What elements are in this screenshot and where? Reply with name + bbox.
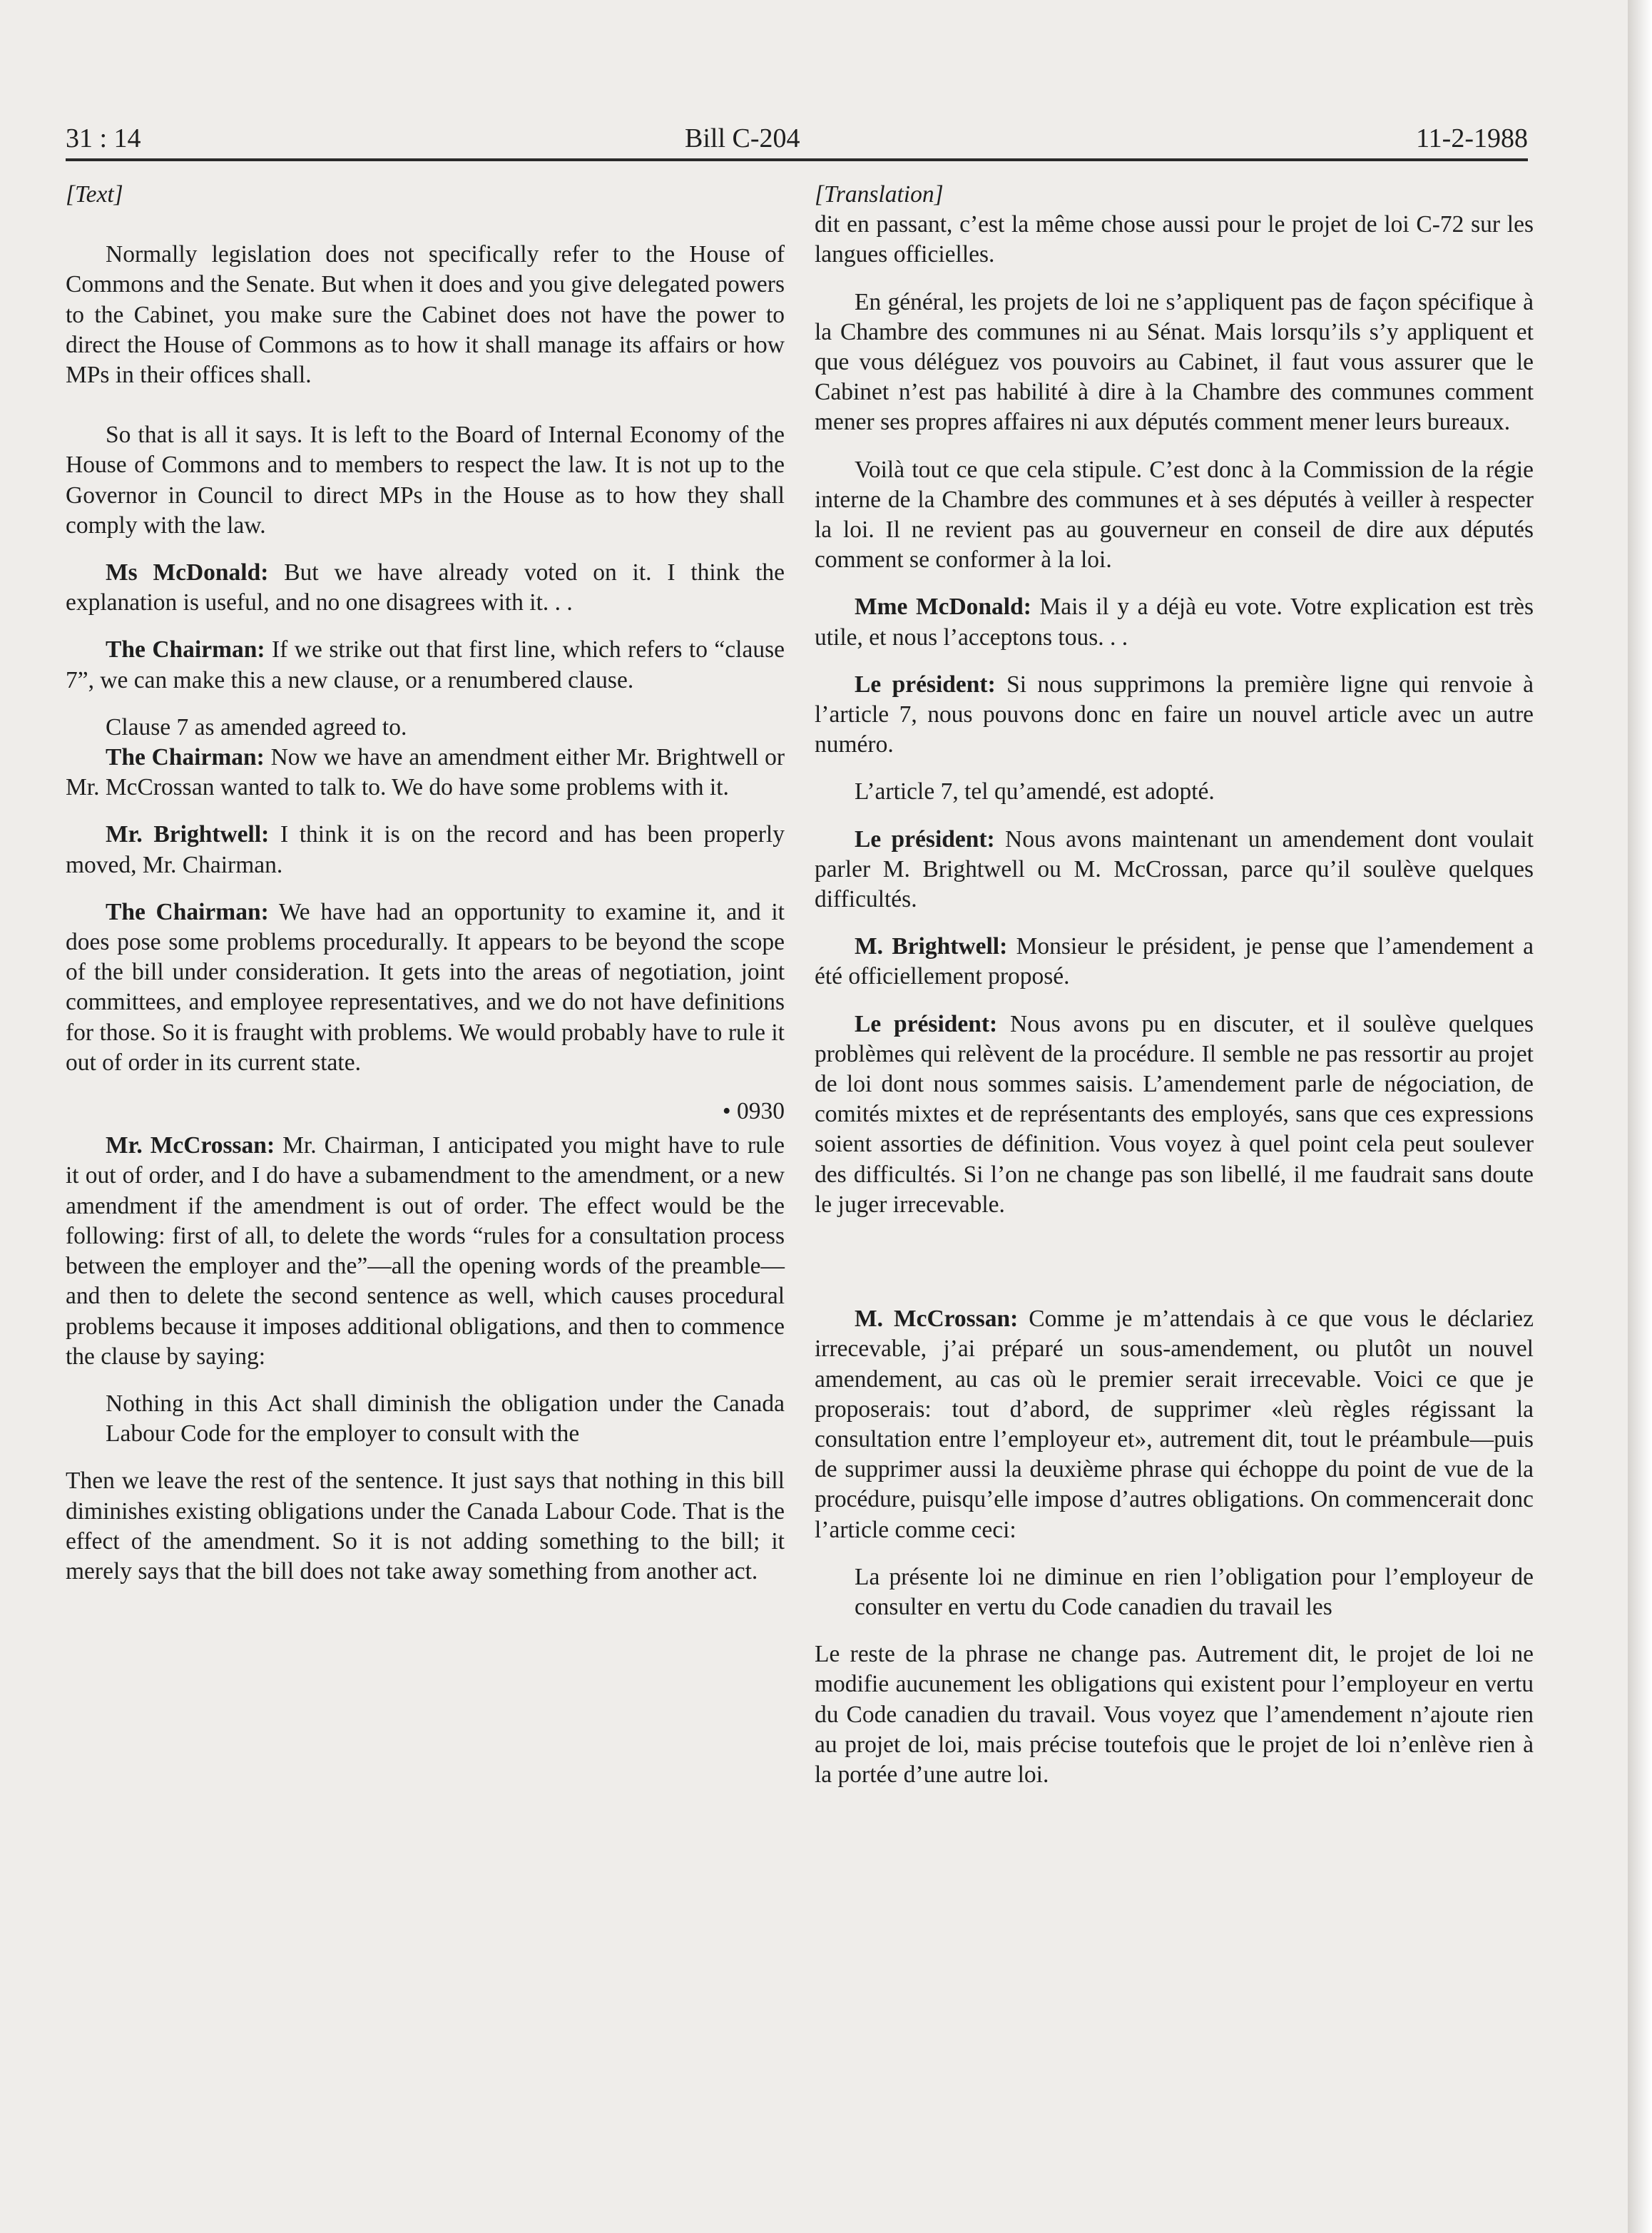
- speech-text: We have had an opportunity to examine it, and it does pose some problems procedurally. It appears to be beyond the scope of the bill under consideration. It gets into the areas of negotiation, joint committees, and employee representatives, and we do not have definitions for those. So it is fraught with problems. We would probably have to rule it out of order in its current state.: [66, 898, 785, 1076]
- speaker-name: The Chairman:: [106, 898, 269, 925]
- timestamp: • 0930: [722, 1098, 785, 1125]
- page-number: 31 : 14: [66, 123, 141, 153]
- speaker-name: Ms McDonald:: [106, 559, 269, 586]
- page-edge-shadow: [1628, 0, 1652, 2233]
- speech-paragraph: [815, 1304, 1534, 1545]
- speaker-name: The Chairman:: [106, 636, 265, 663]
- speech-text: I think it is on the record and has been properly moved, Mr. Chairman.: [66, 821, 785, 878]
- french-column: [815, 180, 1534, 1790]
- speech-text: If we strike out that first line, which refers to “clause 7”, we can make this a new clause, or a renumbered clause.: [66, 636, 785, 693]
- speaker-name: Mme McDonald:: [855, 594, 1031, 621]
- paragraph: Clause 7 as amended agreed to.: [106, 713, 407, 741]
- speech-text: Comme je m’attendais à ce que vous le déclariez irrecevable, j’ai préparé un sous-amendement, ou plutôt un nouvel amendement, au cas où le premier serait irrecevable. Voici ce que je proposerais: tout d’abord, de supprimer «leù règles régissant la consultation entre l’employeur et», autrement dit, tout le préambule—puis de supprimer aussi la deuxième phrase qui échoppe du point de vue de la procédure, puisqu’elle impose d’autres obligations. On commencerait donc l’article comme ceci:: [815, 1306, 1534, 1543]
- speech-text: Nous avons maintenant un amendement dont voulait parler M. Brightwell ou M. McCrossan, parce qu’il soulève quelques difficultés.: [815, 825, 1534, 913]
- paragraph: Normally legislation does not specifically refer to the House of Commons and the Senate. But when it does and you give delegated powers to the Cabinet, you make sure the Cabinet does not have the power to direct the House of Commons as to how it shall manage its affairs or how MPs in their offices shall.: [66, 241, 785, 389]
- speech-paragraph: [815, 670, 1534, 761]
- speech-paragraph: [815, 592, 1534, 652]
- speech-paragraph: [66, 558, 785, 618]
- speech-paragraph: [815, 825, 1534, 915]
- language-label: [Text]: [66, 181, 123, 208]
- paragraph: So that is all it says. It is left to the Board of Internal Economy of the House of Commons and to members to respect the law. It is not up to the Governor in Council to direct MPs in the House as to how they shall comply with the law.: [66, 422, 785, 539]
- speech-paragraph: [815, 1009, 1534, 1220]
- speaker-name: Mr. Brightwell:: [106, 821, 270, 848]
- speaker-name: M. Brightwell:: [855, 933, 1008, 960]
- paragraph: Voilà tout ce que cela stipule. C’est donc à la Commission de la régie interne de la Chambre des communes et à ses députés à veiller à respecter la loi. Il ne revient pas au gouverneur en conseil de dire aux députés comment se conformer à la loi.: [815, 456, 1534, 574]
- speech-text: Nous avons pu en discuter, et il soulève quelques problèmes qui relèvent de la procédure. Il semble ne pas ressortir au projet de loi dont nous sommes saisis. L’amendement parle de négociation, de comités mixtes et de représentants des employés, sans que ces expressions soient assorties de définition. Vous voyez à quel point cela peut soulever des difficultés. Si l’on ne change pas son libellé, il me faudrait sans doute le juger irrecevable.: [815, 1010, 1534, 1218]
- paragraph: Le reste de la phrase ne change pas. Autrement dit, le projet de loi ne modifie aucunement les obligations qui existent pour l’employeur en vertu du Code canadien du travail. Vous voyez que l’amendement n’ajoute rien au projet de loi, mais précise toutefois que le projet de loi n’enlève rien à la portée d’une autre loi.: [815, 1641, 1534, 1788]
- speaker-name: Le président:: [855, 671, 996, 698]
- language-label: [Translation]: [815, 181, 944, 208]
- speech-text: Mais il y a déjà eu vote. Votre explication est très utile, et nous l’acceptons tous. . .: [815, 594, 1534, 651]
- bill-title: Bill C-204: [685, 123, 800, 153]
- speaker-name: Mr. McCrossan:: [106, 1132, 275, 1159]
- speech-paragraph: [66, 820, 785, 880]
- speech-text: Monsieur le président, je pense que l’amendement a été officiellement proposé.: [815, 933, 1534, 990]
- speaker-name: The Chairman:: [106, 744, 265, 771]
- speech-paragraph: [66, 1131, 785, 1372]
- speech-paragraph: [815, 932, 1534, 992]
- paragraph: Then we leave the rest of the sentence. It just says that nothing in this bill diminishes existing obligations under the Canada Labour Code. That is the effect of the amendment. So it is not adding something to the bill; it merely says that the bill does not take away something from another act.: [66, 1468, 785, 1585]
- paragraph: En général, les projets de loi ne s’appliquent pas de façon spécifique à la Chambre des communes ni au Sénat. Mais lorsqu’ils s’y appliquent et que vous déléguez vos pouvoirs au Cabinet, il faut vous assurer que le Cabinet n’est pas habilité à dire à la Chambre des communes comment mener ses propres affaires ni aux députés comment mener leurs bureaux.: [815, 288, 1534, 436]
- speech-paragraph: [66, 897, 785, 1078]
- paragraph: dit en passant, c’est la même chose aussi pour le projet de loi C-72 sur les langues officielles.: [815, 211, 1534, 268]
- page-date: 11-2-1988: [1416, 123, 1528, 153]
- speaker-name: Le président:: [855, 825, 995, 853]
- speech-paragraph: [66, 635, 785, 695]
- speech-text: Si nous supprimons la première ligne qui renvoie à l’article 7, nous pouvons donc en faire un nouvel article avec un autre numéro.: [815, 671, 1534, 758]
- speech-text: Now we have an amendment either Mr. Brightwell or Mr. McCrossan wanted to talk to. We do have some problems with it.: [66, 744, 785, 801]
- speech-text: Mr. Chairman, I anticipated you might have to rule it out of order, and I do have a subamendment to the amendment, or a new amendment if the amendment is out of order. The effect would be the following: first of all, to delete the words “rules for a consultation process between the employer and the”—all the opening words of the preamble—and then to delete the second sentence as well, which causes procedural problems because it imposes additional obligations, and then to commence the clause by saying:: [66, 1132, 785, 1370]
- speech-text: But we have already voted on it. I think the explanation is useful, and no one disagrees with it. . .: [66, 559, 785, 616]
- quoted-text: Nothing in this Act shall diminish the obligation under the Canada Labour Code for the employer to consult with the: [106, 1390, 785, 1448]
- speaker-name: Le président:: [855, 1010, 998, 1037]
- speaker-name: M. McCrossan:: [855, 1306, 1019, 1333]
- paragraph: L’article 7, tel qu’amendé, est adopté.: [855, 778, 1215, 805]
- page-header: [66, 120, 1528, 161]
- quoted-text: La présente loi ne diminue en rien l’obligation pour l’employeur de consulter en vertu du Code canadien du travail les: [855, 1563, 1534, 1620]
- english-column: [66, 180, 785, 1587]
- speech-paragraph: [66, 743, 785, 803]
